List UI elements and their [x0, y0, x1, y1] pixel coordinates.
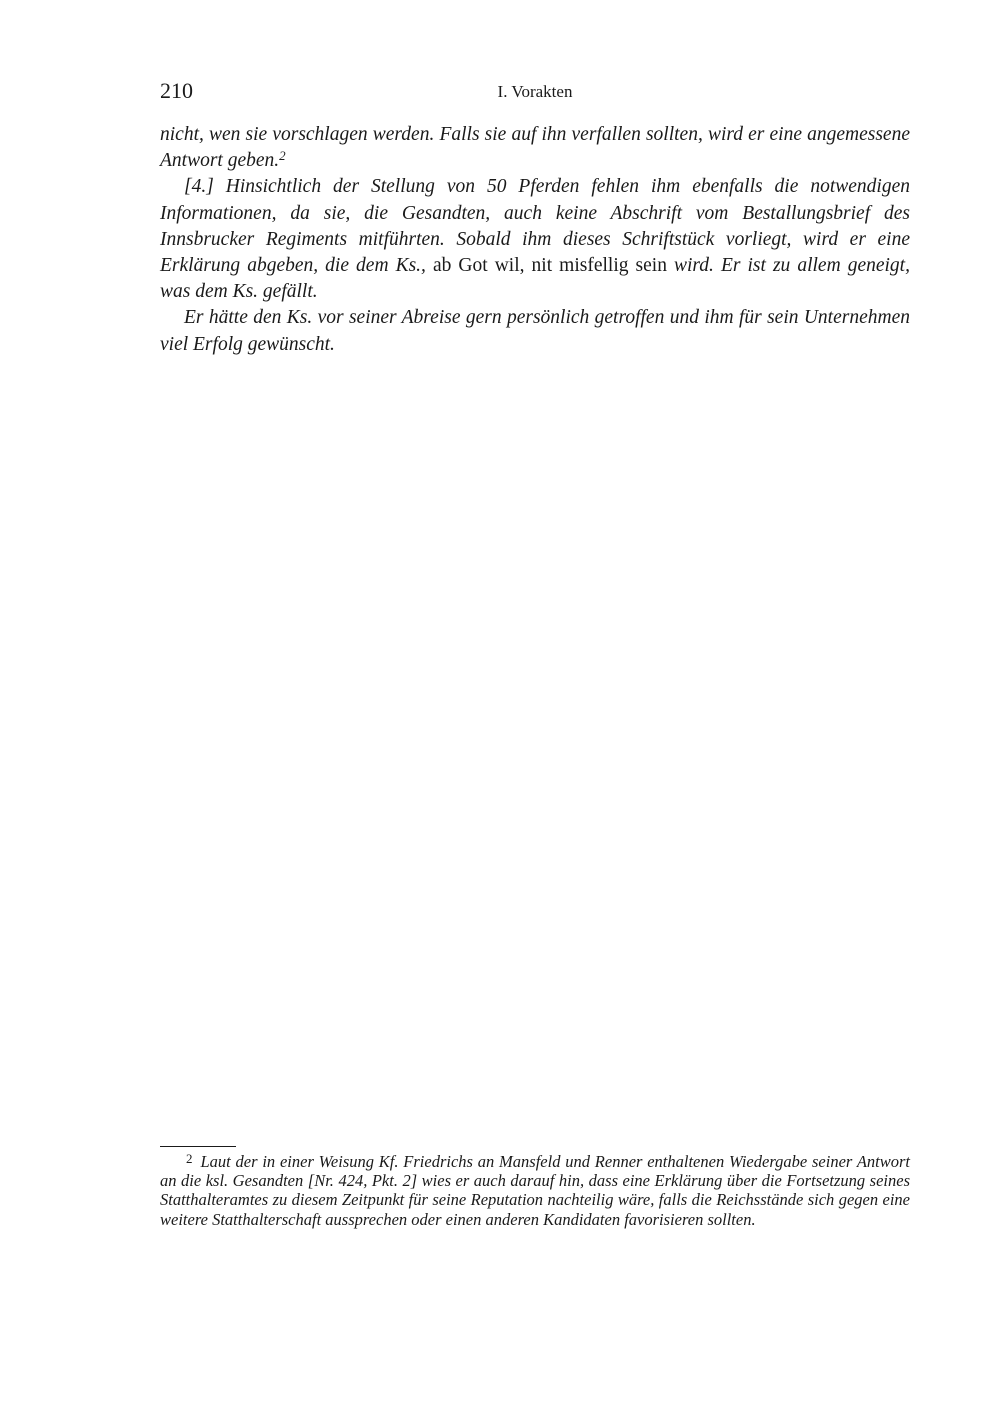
running-head: I. Vorakten — [497, 82, 573, 101]
footnote-number: 2 — [186, 1151, 193, 1166]
text-segment: [4.] Hinsichtlich der Stellung von 50 Pferden fehlen ihm ebenfalls die notwendigen Informationen, da sie, die Gesandten, auch keine Abschrift vom Bestallungsbrief des Innsbrucker Regiments mitführten. Sobald ihm dieses Schriftstück vorliegt, wird er eine Erklärung abgeben, die dem Ks., — [160, 176, 910, 277]
quoted-original-text: ab Got wil, nit misfellig sein — [425, 255, 674, 277]
paragraph-2 — [160, 174, 910, 305]
page-number: 210 — [160, 78, 193, 103]
paragraph-1 — [160, 122, 910, 174]
footnote-separator — [160, 1146, 236, 1147]
text-segment: wird. Er ist zu allem geneigt, was dem Ks. gefällt. — [160, 255, 910, 303]
footnote-reference[interactable]: 2 — [279, 148, 286, 164]
footnote-text: Laut der in einer Weisung Kf. Friedrichs an Mansfeld und Renner enthaltenen Wiedergabe seiner Antwort an die ksl. Gesandten [Nr. 424, Pkt. 2] wies er auch darauf hin, dass eine Erklärung über die Fortsetzung seines Statthalteramtes zu diesem Zeitpunkt für seine Reputation nachteilig wäre, falls die Reichsstände sich gegen eine weitere Statthalterschaft aussprechen oder einen anderen Kandidaten favorisieren sollten. — [160, 1152, 910, 1229]
page-header — [160, 78, 910, 108]
text-segment: Er hätte den Ks. vor seiner Abreise gern persönlich getroffen und ihm für sein Unternehmen viel Erfolg gewünscht. — [160, 307, 910, 355]
main-text — [160, 122, 910, 358]
footnote-2 — [160, 1152, 910, 1229]
text-segment: nicht, wen sie vorschlagen werden. Falls sie auf ihn verfallen sollten, wird er eine angemessene Antwort geben. — [160, 124, 910, 172]
paragraph-3 — [160, 305, 910, 357]
